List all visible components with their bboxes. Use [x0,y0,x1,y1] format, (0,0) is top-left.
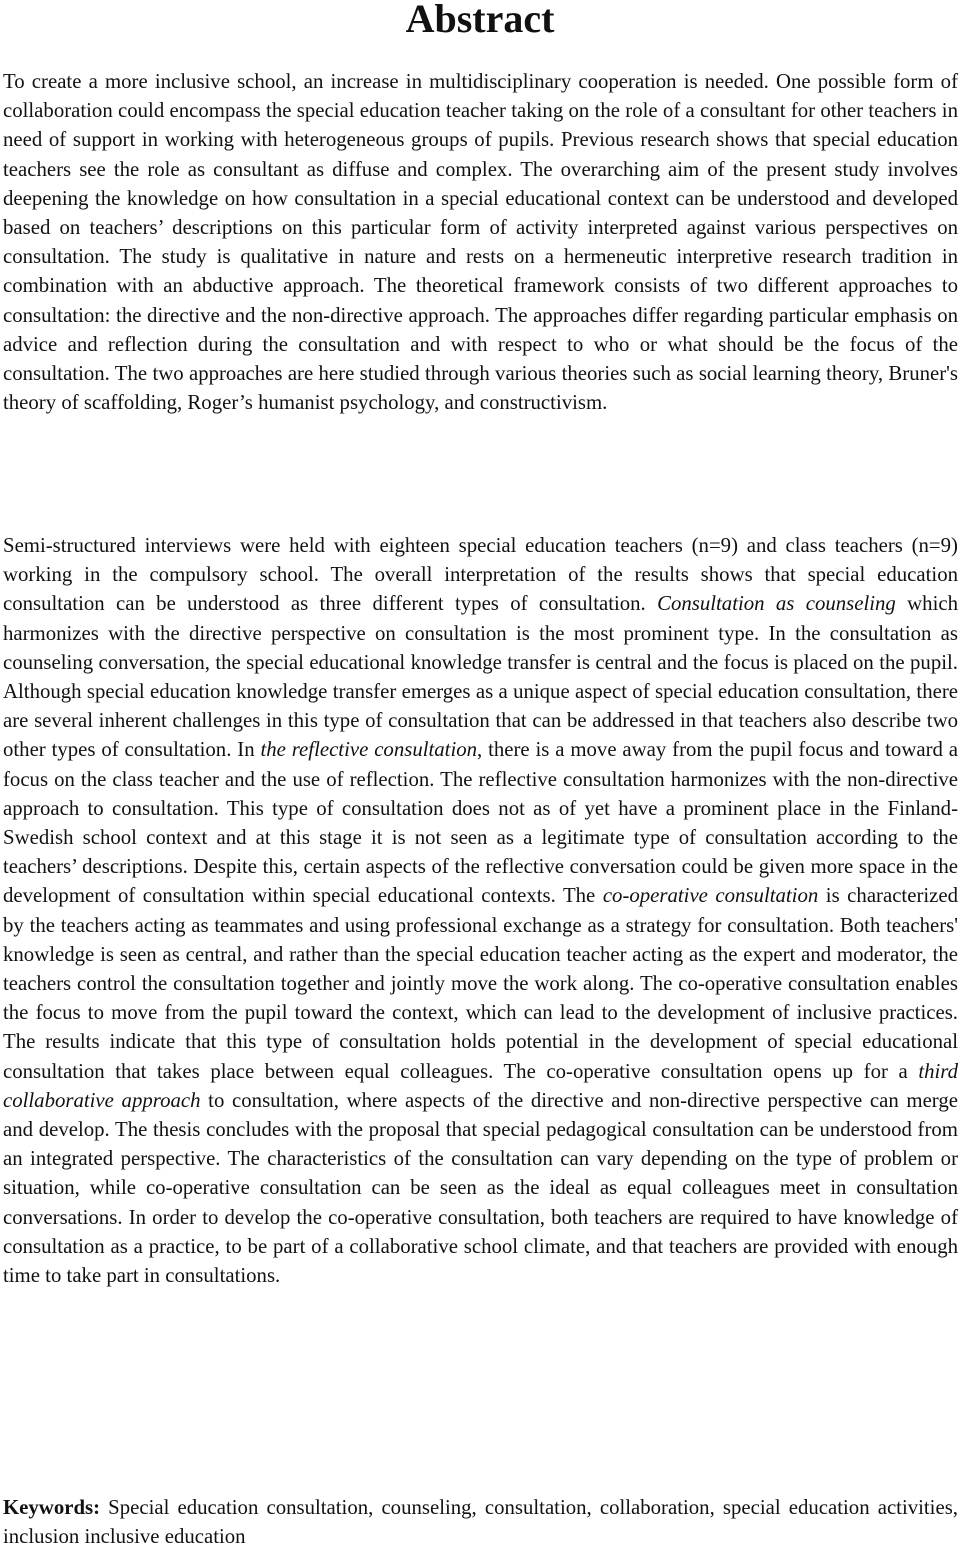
keywords-text: Special education consultation, counseling, consultation, collaboration, special education activities, inclusion inclusive education [3,1496,958,1549]
italic-term: Consultation as counseling [657,592,896,616]
keywords-paragraph [3,1493,958,1551]
italic-term: the reflective consultation [260,738,478,762]
paragraph-text: is characterized by the teachers acting as teammates and using professional exchange as a strategy for consultation. Both teachers' knowledge is seen as central, and rather than the special education teacher acting as the expert and moderator, the teachers control the consultation together and jointly move the work along. The co-operative consultation enables the focus to move from the pupil toward the context, which can lead to the development of inclusive practices. The results indicate that this type of consultation holds potential in the development of special educational consultation that takes place between equal colleagues. The co-operative consultation opens up for a [3,884,959,1083]
page-title: Abstract [405,0,555,41]
paragraph-text: to consultation, where aspects of the directive and non-directive perspective can merge and develop. The thesis concludes with the proposal that special pedagogical consultation can be understood from an integrated perspective. The characteristics of the consultation can vary depending on the type of problem or situation, while co-operative consultation can be seen as the ideal as equal colleagues meet in consultation conversations. In order to develop the co-operative consultation, both teachers are required to have knowledge of consultation as a practice, to be part of a collaborative school climate, and that teachers are provided with enough time to take part in consultations. [3,1088,958,1288]
paragraph-text: which harmonizes with the directive perspective on consultation is the most prominent type. In the consultation as counseling conversation, the special educational knowledge transfer is central and the focus is placed on the pupil. Although special education knowledge transfer emerges as a unique aspect of special education consultation, there are several inherent challenges in this type of consultation that can be addressed in that teachers also describe two other types of consultation. In [3,592,958,762]
italic-term: third collaborative approach [3,1059,958,1112]
abstract-paragraph-2 [3,531,958,1290]
italic-term: co-operative consultation [602,884,819,908]
abstract-paragraph-1: To create a more inclusive school, an increase in multidisciplinary cooperation is needed. One possible form of collaboration could encompass the special education teacher taking on the role of a consultant for other teachers in need of support in working with heterogeneous groups of pupils. Previous research shows that special education teachers see the role as consultant as diffuse and complex. The overarching aim of the present study involves deepening the knowledge on how consultation in a special educational context can be understood and developed based on teachers’ descriptions on this particular form of activity interpreted against various perspectives on consultation. The study is qualitative in nature and rests on a hermeneutic interpretive research tradition in combination with an abductive approach. The theoretical framework consists of two different approaches to consultation: the directive and the non-directive approach. The approaches differ regarding particular emphasis on advice and reflection during the consultation and with respect to who or what should be the focus of the consultation. The two approaches are here studied through various theories such as social learning theory, Bruner's theory of scaffolding, Roger’s humanist psychology, and constructivism. [3,70,958,415]
paragraph-text: Semi-structured interviews were held with eighteen special education teachers (n=9) and class teachers (n=9) working in the compulsory school. The overall interpretation of the results shows that special education consultation can be understood as three different types of consultation. [3,534,958,616]
paragraph-text: , there is a move away from the pupil focus and toward a focus on the class teacher and the use of reflection. The reflective consultation harmonizes with the non-directive approach to consultation. This type of consultation does not as of yet have a prominent place in the Finland-Swedish school context and at this stage it is not seen as a legitimate type of consultation according to the teachers’ descriptions. Despite this, certain aspects of the reflective conversation could be given more space in the development of consultation within special educational contexts. The [3,738,958,908]
keywords-label: Keywords: [3,1496,101,1519]
